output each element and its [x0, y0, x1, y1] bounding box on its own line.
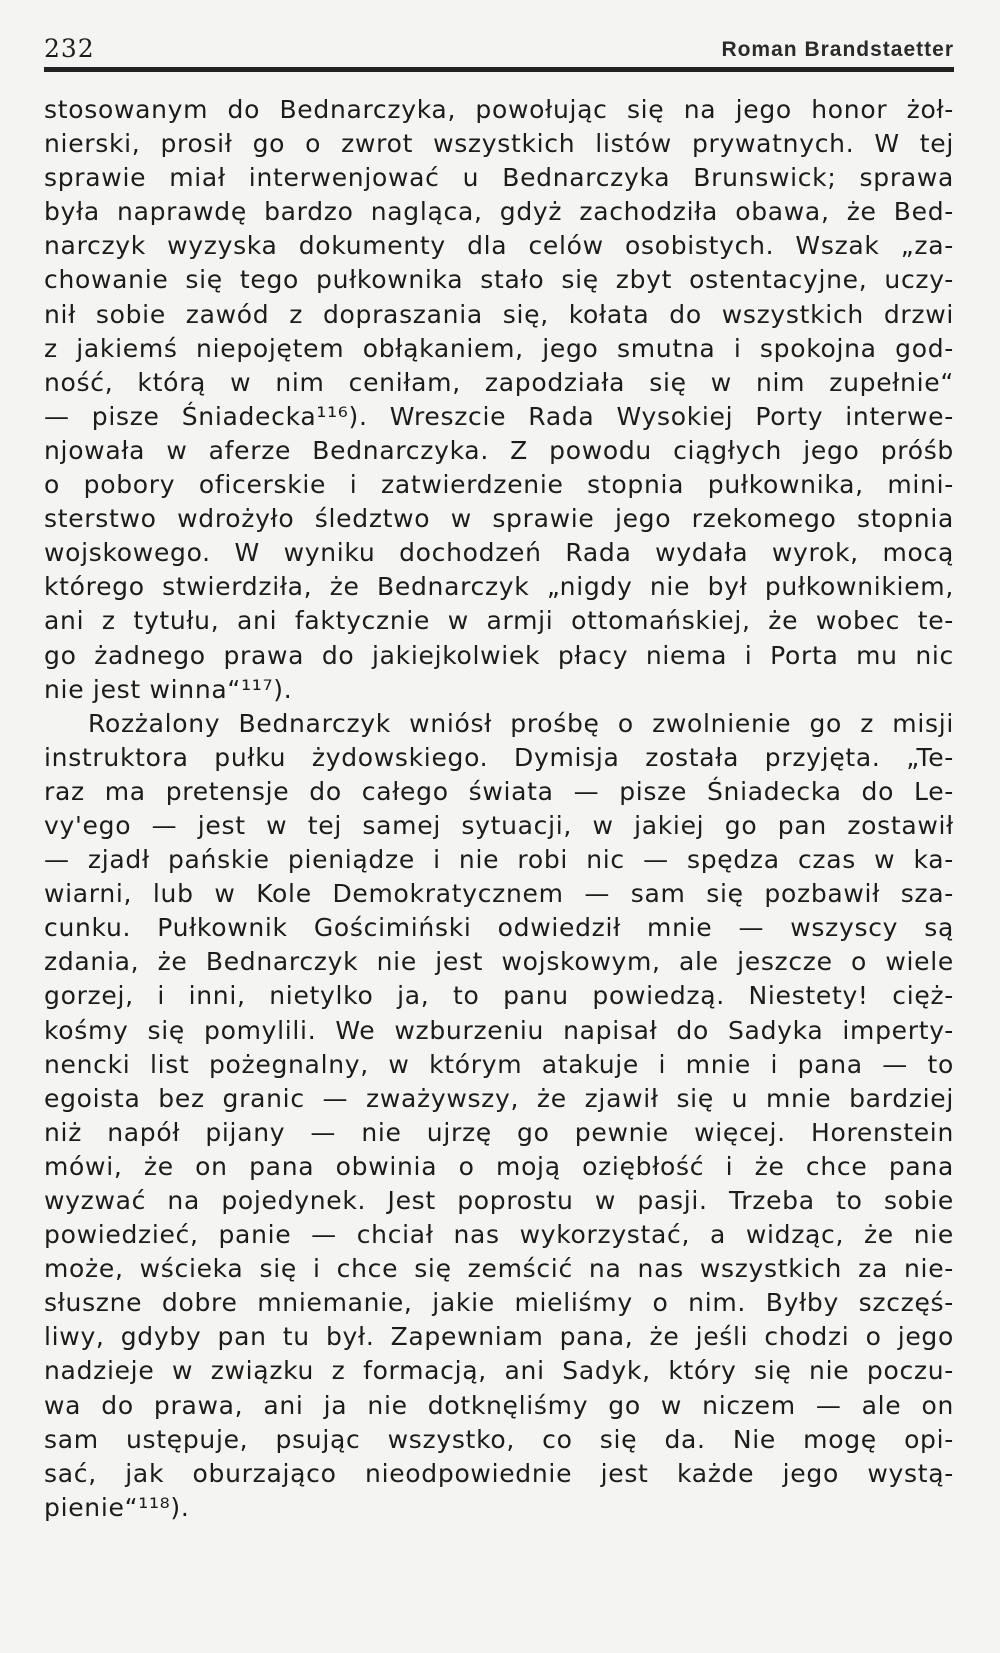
- text-line: którego stwierdziła, że Bednarczyk „nigdy nie był pułkownikiem,: [44, 572, 954, 602]
- text-line: wa do prawa, ani ja nie dotknęliśmy go w niczem — ale on: [44, 1390, 954, 1420]
- text-line: nił sobie zawód z dopraszania się, kołata do wszystkich drzwi: [44, 299, 954, 329]
- text-line: ność, którą w nim ceniłam, zapodziała się w nim zupełnie“: [44, 367, 954, 397]
- text-line: raz ma pretensje do całego świata — pisze Śniadecka do Le-: [44, 776, 954, 806]
- text-line: vy'ego — jest w tej samej sytuacji, w jakiej go pan zostawił: [44, 810, 954, 840]
- text-line: chowanie się tego pułkownika stało się zbyt ostentacyjne, uczy-: [44, 265, 954, 295]
- running-title: Roman Brandstaetter: [721, 38, 954, 61]
- text-line: gorzej, i inni, nietylko ja, to panu powiedzą. Niestety! cięż-: [44, 981, 954, 1011]
- text-line: egoista bez granic — zważywszy, że zjawił się u mnie bardziej: [44, 1083, 954, 1113]
- text-line: nie jest winna“¹¹⁷).: [44, 674, 293, 704]
- text-line: pienie“¹¹⁸).: [44, 1492, 190, 1522]
- text-line: njowała w aferze Bednarczyka. Z powodu ciągłych jego próśb: [44, 435, 954, 465]
- page-number: 232: [44, 34, 95, 63]
- text-line: sać, jak oburzająco nieodpowiednie jest każde jego wystą-: [44, 1458, 954, 1488]
- header-rule: [44, 67, 954, 72]
- text-line: wojskowego. W wyniku dochodzeń Rada wydała wyrok, mocą: [44, 538, 954, 568]
- text-line: — pisze Śniadecka¹¹⁶). Wreszcie Rada Wysokiej Porty interwe-: [44, 401, 954, 431]
- text-line: niż napół pijany — nie ujrzę go pewnie więcej. Horenstein: [44, 1117, 954, 1147]
- text-line: powiedzieć, panie — chciał nas wykorzystać, a widząc, że nie: [44, 1220, 954, 1250]
- text-line: nadzieje w związku z formacją, ani Sadyk, który się nie poczu-: [44, 1356, 954, 1386]
- text-line: słuszne dobre mniemanie, jakie mieliśmy o nim. Byłby szczęś-: [44, 1288, 954, 1318]
- text-line: o pobory oficerskie i zatwierdzenie stopnia pułkownika, mini-: [44, 470, 954, 500]
- text-line: — zjadł pańskie pieniądze i nie robi nic — spędza czas w ka-: [44, 845, 954, 875]
- text-line: zdania, że Bednarczyk nie jest wojskowym, ale jeszcze o wiele: [44, 947, 954, 977]
- text-line: go żadnego prawa do jakiejkolwiek płacy niema i Porta mu nic: [44, 640, 954, 670]
- page-header: [44, 34, 954, 66]
- text-line: liwy, gdyby pan tu był. Zapewniam pana, że jeśli chodzi o jego: [44, 1322, 954, 1352]
- text-line: była naprawdę bardzo nagląca, gdyż zachodziła obawa, że Bed-: [44, 197, 954, 227]
- text-line: nencki list pożegnalny, w którym atakuje i mnie i pana — to: [44, 1049, 954, 1079]
- text-line: ani z tytułu, ani faktycznie w armji ottomańskiej, że wobec te-: [44, 606, 954, 636]
- text-line: może, wścieka się i chce się zemścić na nas wszystkich za nie-: [44, 1254, 954, 1284]
- text-line: instruktora pułku żydowskiego. Dymisja została przyjęta. „Te-: [44, 742, 954, 772]
- text-line: z jakiemś niepojętem obłąkaniem, jego smutna i spokojna god-: [44, 333, 954, 363]
- text-line: Rozżalony Bednarczyk wniósł prośbę o zwolnienie go z misji: [88, 708, 954, 738]
- body-text: [44, 93, 954, 1525]
- text-line: nierski, prosił go o zwrot wszystkich listów prywatnych. W tej: [44, 129, 954, 159]
- text-line: stosowanym do Bednarczyka, powołując się na jego honor żoł-: [44, 95, 954, 124]
- text-line: mówi, że on pana obwinia o moją oziębłość i że chce pana: [44, 1151, 954, 1181]
- text-line: sam ustępuje, psując wszystko, co się da. Nie mogę opi-: [44, 1424, 954, 1454]
- text-line: wyzwać na pojedynek. Jest poprostu w pasji. Trzeba to sobie: [44, 1186, 954, 1215]
- text-line: wiarni, lub w Kole Demokratycznem — sam się pozbawił sza-: [44, 879, 954, 909]
- text-line: sterstwo wdrożyło śledztwo w sprawie jego rzekomego stopnia: [44, 504, 954, 534]
- text-line: sprawie miał interwenjować u Bednarczyka Brunswick; sprawa: [44, 163, 954, 193]
- text-line: kośmy się pomylili. We wzburzeniu napisał do Sadyka imperty-: [44, 1015, 954, 1045]
- text-line: cunku. Pułkownik Gościmiński odwiedził mnie — wszyscy są: [44, 913, 954, 943]
- text-line: narczyk wyzyska dokumenty dla celów osobistych. Wszak „za-: [44, 231, 954, 261]
